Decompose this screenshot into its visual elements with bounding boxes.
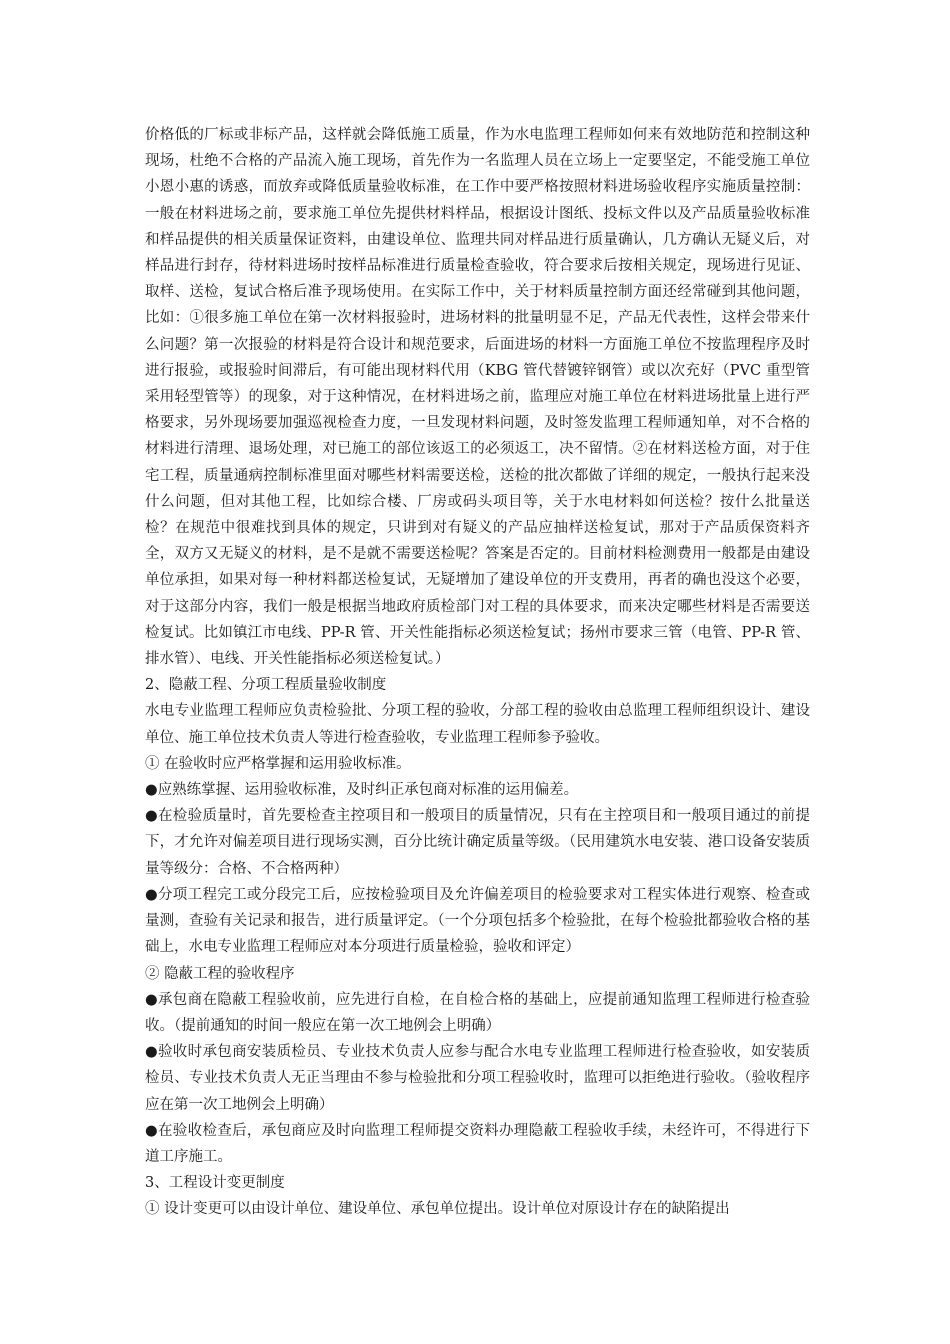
paragraph-acceptance-responsibility: 水电专业监理工程师应负责检验批、分项工程的验收，分部工程的验收由总监理工程师组织设计、建设单位、施工单位技术负责人等进行检查验收，专业监理工程师参予验收。 bbox=[145, 703, 810, 746]
item-acceptance-standard: ① 在验收时应严格掌握和运用验收标准。 bbox=[145, 755, 411, 772]
item-design-change-source: ① 设计变更可以由设计单位、建设单位、承包单位提出。设计单位对原设计存在的缺陷提出 bbox=[145, 1201, 730, 1218]
document-body bbox=[145, 122, 810, 1223]
bullet-quality-inspection: ●在检验质量时，首先要检查主控项目和一般项目的质量情况，只有在主控项目和一般项目通过的前提下，才允许对偏差项目进行现场实测，百分比统计确定质量等级。（民用建筑水电安装、港口设备安装质量等级分：合格、不合格两种） bbox=[145, 808, 810, 877]
heading-concealed-work-acceptance: 2、隐蔽工程、分项工程质量验收制度 bbox=[145, 677, 387, 694]
item-concealed-work-procedure: ② 隐蔽工程的验收程序 bbox=[145, 965, 295, 982]
bullet-standard-mastery: ●应熟练掌握、运用验收标准，及时纠正承包商对标准的运用偏差。 bbox=[145, 782, 579, 799]
bullet-acceptance-procedures: ●在验收检查后，承包商应及时向监理工程师提交资料办理隐蔽工程验收手续，未经许可，不得进行下道工序施工。 bbox=[145, 1122, 810, 1165]
heading-design-change: 3、工程设计变更制度 bbox=[145, 1175, 285, 1192]
bullet-self-inspection: ●承包商在隐蔽工程验收前，应先进行自检，在自检合格的基础上，应提前通知监理工程师进行检查验收。（提前通知的时间一般应在第一次工地例会上明确） bbox=[145, 991, 810, 1034]
bullet-subitem-completion: ●分项工程完工或分段完工后，应按检验项目及允许偏差项目的检验要求对工程实体进行观察、检查或量测，查验有关记录和报告，进行质量评定。（一个分项包括多个检验批，在每个检验批都验收合格的基础上，水电专业监理工程师应对本分项进行质量检验，验收和评定） bbox=[145, 886, 810, 956]
paragraph-material-control: 价格低的厂标或非标产品，这样就会降低施工质量，作为水电监理工程师如何来有效地防范和控制这种现场，杜绝不合格的产品流入施工现场，首先作为一名监理人员在立场上一定要坚定，不能受施工单位小恩小惠的诱惑，而放弃或降低质量验收标准，在工作中要严格按照材料进场验收程序实施质量控制：一般在材料进场之前，要求施工单位先提供材料样品，根据设计图纸、投标文件以及产品质量验收标准和样品提供的相关质量保证资料，由建设单位、监理共同对样品进行质量确认，几方确认无疑义后，对样品进行封存，待材料进场时按样品标准进行质量检查验收，符合要求后按相关规定，现场进行见证、取样、送检，复试合格后准予现场使用。在实际工作中，关于材料质量控制方面还经常碰到其他问题，比如：①很多施工单位在第一次材料报验时，进场材料的批量明显不足，产品无代表性，这样会带来什么问题？第一次报验的材料是符合设计和规范要求，后面进场的材料一方面施工单位不按监理程序及时进行报验，或报验时间滞后，有可能出现材料代用（KBG 管代替镀锌钢管）或以次充好（PVC 重型管采用轻型管等）的现象，对于这种情况，在材料进场之前，监理应对施工单位在材料进场批量上进行严格要求，另外现场要加强巡视检查力度，一旦发现材料问题，及时签发监理工程师通知单，对不合格的材料进行清理、退场处理，对已施工的部位该返工的必须返工，决不留情。②在材料送检方面，对于住宅工程，质量通病控制标准里面对哪些材料需要送检，送检的批次都做了详细的规定，一般执行起来没什么问题，但对其他工程，比如综合楼、厂房或码头项目等，关于水电材料如何送检？按什么批量送检？在规范中很难找到具体的规定，只讲到对有疑义的产品应抽样送检复试，那对于产品质保资料齐全，双方又无疑义的材料，是不是就不需要送检呢？答案是否定的。目前材料检测费用一般都是由建设单位承担，如果对每一种材料都送检复试，无疑增加了建设单位的开支费用，再者的确也没这个必要，对于这部分内容，我们一般是根据当地政府质检部门对工程的具体要求，而来决定哪些材料是否需要送检复试。比如镇江市电线、PP-R 管、开关性能指标必须送检复试；扬州市要求三管（电管、PP-R 管、排水管）、电线、开关性能指标必须送检复试。） bbox=[145, 127, 810, 668]
bullet-inspector-participation: ●验收时承包商安装质检员、专业技术负责人应参与配合水电专业监理工程师进行检查验收，如安装质检员、专业技术负责人无正当理由不参与检验批和分项工程验收时，监理可以拒绝进行验收。（验收程序应在第一次工地例会上明确） bbox=[145, 1044, 810, 1113]
